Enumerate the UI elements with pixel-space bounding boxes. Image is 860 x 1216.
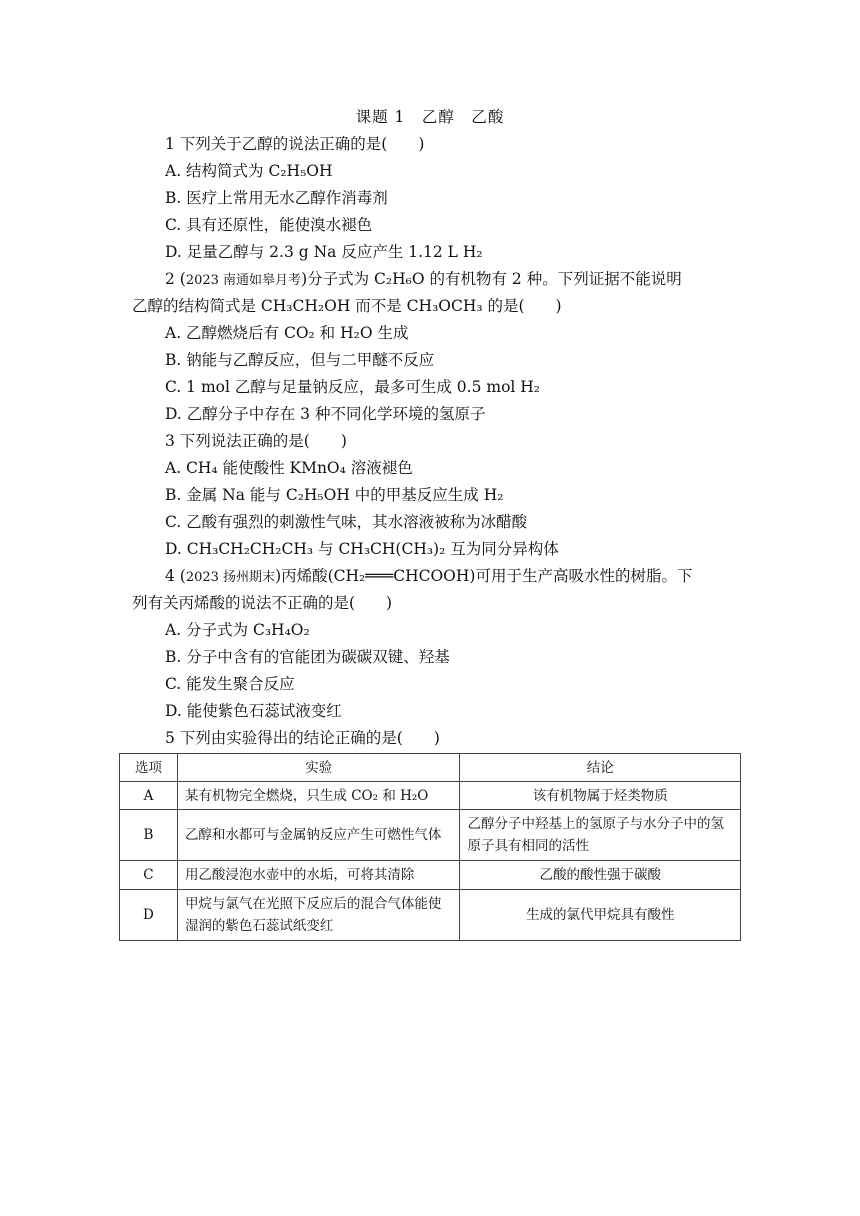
- q1-option-c: C. 具有还原性，能使溴水褪色: [165, 216, 373, 234]
- header-cell: 选项: [120, 754, 178, 782]
- q4-option-a: A. 分子式为 C₃H₄O₂: [165, 621, 310, 639]
- q4-stem: 4 (2023 扬州期末)丙烯酸(CH₂═══CHCOOH)可用于生产高吸水性的树脂。下: [165, 567, 693, 585]
- q1-stem: 1 下列关于乙醇的说法正确的是( ): [165, 135, 425, 153]
- table-cell: 甲烷与氯气在光照下反应后的混合气体能使湿润的紫色石蕊试纸变红: [177, 890, 460, 941]
- table-header-row: [120, 754, 741, 782]
- q4-option-c: C. 能发生聚合反应: [165, 675, 295, 693]
- q1-option-d: D. 足量乙醇与 2.3 g Na 反应产生 1.12 L H₂: [165, 243, 483, 261]
- table-row: [120, 861, 741, 890]
- q2-option-c: C. 1 mol 乙醇与足量钠反应，最多可生成 0.5 mol H₂: [165, 378, 541, 396]
- q2-source: 2023 南通如皋月考: [185, 273, 302, 288]
- q2-stem: 2 (2023 南通如皋月考)分子式为 C₂H₆O 的有机物有 2 种。下列证据不能说明: [165, 270, 682, 288]
- table-cell: 乙醇分子中羟基上的氢原子与水分子中的氢原子具有相同的活性: [460, 810, 741, 861]
- q4-source: 2023 扬州期末: [185, 570, 276, 585]
- q2-option-d: D. 乙醇分子中存在 3 种不同化学环境的氢原子: [165, 405, 486, 423]
- q3-option-c: C. 乙酸有强烈的刺激性气味，其水溶液被称为冰醋酸: [165, 513, 528, 531]
- table-cell: 乙醇和水都可与金属钠反应产生可燃性气体: [177, 810, 460, 861]
- q1-option-b: B. 医疗上常用无水乙醇作消毒剂: [165, 189, 388, 207]
- q3-stem: 3 下列说法正确的是( ): [165, 432, 347, 450]
- q4-option-d: D. 能使紫色石蕊试液变红: [165, 702, 342, 720]
- table-row: [120, 810, 741, 861]
- q2-option-a: A. 乙醇燃烧后有 CO₂ 和 H₂O 生成: [165, 324, 409, 342]
- q2-stem-line2: 乙醇的结构简式是 CH₃CH₂OH 而不是 CH₃OCH₃ 的是( ): [132, 297, 562, 315]
- q5-table: [119, 753, 741, 941]
- table-row: [120, 890, 741, 941]
- q1-option-a: A. 结构简式为 C₂H₅OH: [165, 162, 333, 180]
- q4-option-b: B. 分子中含有的官能团为碳碳双键、羟基: [165, 648, 450, 666]
- q4-stem-line2: 列有关丙烯酸的说法不正确的是( ): [132, 594, 393, 612]
- q3-option-b: B. 金属 Na 能与 C₂H₅OH 中的甲基反应生成 H₂: [165, 486, 504, 504]
- table-cell: 某有机物完全燃烧，只生成 CO₂ 和 H₂O: [177, 782, 460, 810]
- table-cell: 用乙酸浸泡水壶中的水垢，可将其清除: [177, 861, 460, 890]
- q3-option-d: D. CH₃CH₂CH₂CH₃ 与 CH₃CH(CH₃)₂ 互为同分异构体: [165, 540, 559, 558]
- table-cell: B: [120, 810, 178, 861]
- header-cell: 实验: [177, 754, 460, 782]
- table-cell: C: [120, 861, 178, 890]
- q2-option-b: B. 钠能与乙醇反应，但与二甲醚不反应: [165, 351, 435, 369]
- header-cell: 结论: [460, 754, 741, 782]
- table-row: [120, 782, 741, 810]
- q3-option-a: A. CH₄ 能使酸性 KMnO₄ 溶液褪色: [165, 459, 413, 477]
- q5-stem: 5 下列由实验得出的结论正确的是( ): [165, 729, 440, 747]
- table-cell: 生成的氯代甲烷具有酸性: [460, 890, 741, 941]
- page-title: 课题 1 乙醇 乙酸: [355, 108, 505, 126]
- table-cell: 乙酸的酸性强于碳酸: [460, 861, 741, 890]
- table-cell: 该有机物属于烃类物质: [460, 782, 741, 810]
- table-cell: A: [120, 782, 178, 810]
- table-cell: D: [120, 890, 178, 941]
